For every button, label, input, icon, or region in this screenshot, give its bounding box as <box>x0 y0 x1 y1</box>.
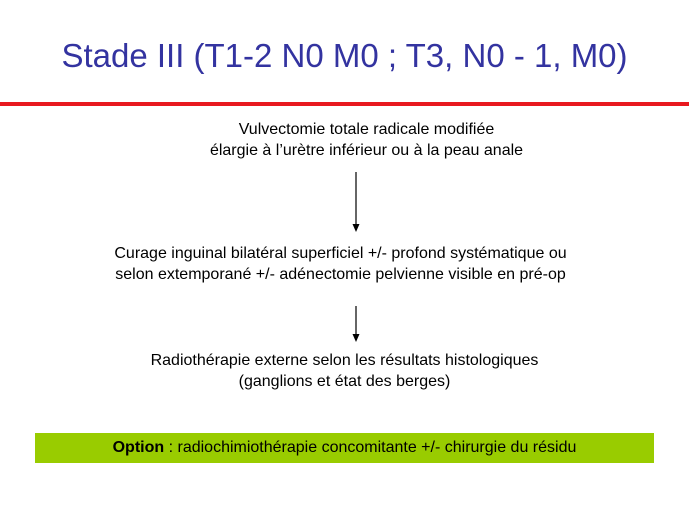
flow-arrow-2 <box>350 306 362 342</box>
step-radiotherapie <box>0 350 689 392</box>
option-label: Option <box>112 439 165 456</box>
step-curage-inguinal <box>0 243 685 285</box>
step-1-line-1: Vulvectomie totale radicale modifiée <box>238 121 495 138</box>
step-3-line-1: Radiothérapie externe selon les résultats histologiques <box>150 352 539 369</box>
option-box <box>35 433 654 463</box>
option-text: : radiochimiothérapie concomitante +/- chirurgie du résidu <box>164 439 577 456</box>
step-vulvectomie <box>22 119 689 161</box>
step-1-line-2: élargie à l’urètre inférieur ou à la peau anale <box>209 142 524 159</box>
title-divider <box>0 102 689 106</box>
step-2-line-1: Curage inguinal bilatéral superficiel +/- profond systématique ou <box>114 245 567 262</box>
slide-title: Stade III (T1-2 N0 M0 ; T3, N0 - 1, M0) <box>61 37 628 74</box>
step-2-line-2: selon extemporané +/- adénectomie pelvienne visible en pré-op <box>115 266 566 283</box>
step-3-line-2: (ganglions et état des berges) <box>238 373 451 390</box>
flow-arrow-1 <box>350 172 362 232</box>
